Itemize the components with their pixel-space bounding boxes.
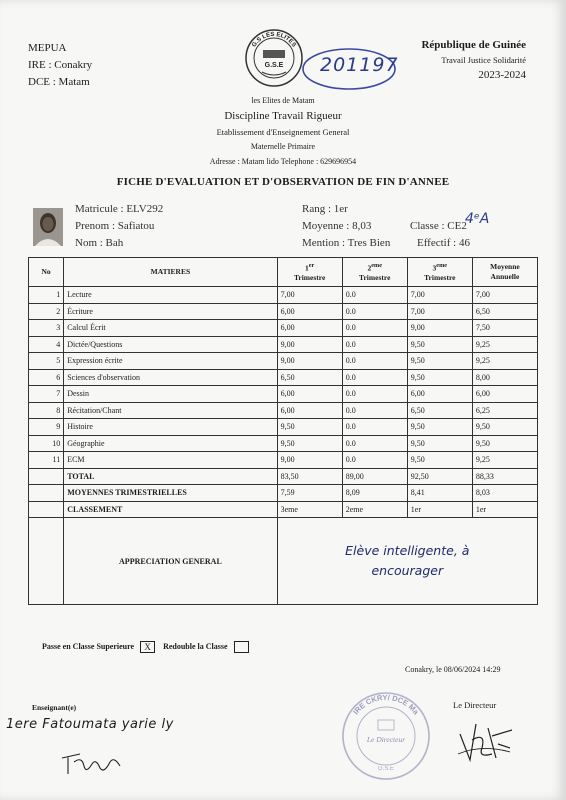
table-row: 1 Lecture 7,00 0.0 7,00 7,00 [29,287,538,304]
school-motto: Discipline Travail Rigueur [224,110,342,122]
redouble-label: Redouble la Classe [163,641,228,651]
appreciation-line-1: Elève intelligente, à [345,543,470,558]
passe-label: Passe en Classe Superieure [42,641,135,651]
dce: DCE : Matam [28,76,90,88]
republic-block [421,38,526,83]
effectif: Effectif : 46 [417,237,470,249]
total-row: TOTAL 83,50 89,00 92,50 88,33 [29,468,538,485]
col-header-matieres: MATIERES [64,258,277,287]
national-motto: Travail Justice Solidarité [441,55,526,65]
decision-line [42,641,255,653]
svg-text:IRE CKRY/ DCE Ma [351,693,421,717]
col-header-t3: 3eme Trimestre [407,258,472,287]
appreciation-label: APPRECIATION GENERAL [64,518,277,605]
table-row: 11 ECM 9,00 0.0 9,50 9,25 [29,452,538,469]
date-line: Conakry, le 08/06/2024 14:29 [405,665,501,674]
col-header-t2: 2eme Trimestre [342,258,407,287]
matricule: Matricule : ELV292 [75,203,164,215]
ire: IRE : Conakry [28,59,93,71]
logo-arc-text: G.S LES ELITES [251,31,297,49]
table-row: 9 Histoire 9,50 0.0 9,50 9,50 [29,419,538,436]
classe: Classe : CE2 [410,220,467,232]
table-header-row [29,258,538,287]
school-year: 2023-2024 [478,69,526,81]
table-row: 10 Géographie 9,50 0.0 9,50 9,50 [29,435,538,452]
prenom: Prenom : Safiatou [75,220,155,232]
table-row: 2 Écriture 6,00 0.0 7,00 6,50 [29,303,538,320]
table-row: 7 Dessin 6,00 0.0 6,00 6,00 [29,386,538,403]
mention: Mention : Tres Bien [302,237,391,249]
teacher-signature [60,748,130,778]
table-row: 3 Calcul Écrit 6,00 0.0 9,00 7,50 [29,320,538,337]
school-logo [244,28,304,88]
country: République de Guinée [421,39,526,51]
table-row: 8 Récitation/Chant 6,00 0.0 6,50 6,25 [29,402,538,419]
enseignant-name: 1ere Fatoumata yarie ly [6,717,174,732]
school-address: Adresse : Matam lido Telephone : 629696954 [209,157,357,166]
stamp-bottom-text: G.S.E [377,766,395,772]
table-row: 6 Sciences d'observation 6,50 0.0 9,50 8,00 [29,369,538,386]
handwritten-number: 201197 [320,54,399,76]
ministry-block [28,40,92,91]
nom: Nom : Bah [75,237,124,249]
school-level: Maternelle Primaire [250,142,316,151]
school-name: les Elites de Matam [251,96,315,105]
director-signature [452,714,516,766]
page-title: FICHE D'EVALUATION ET D'OBSERVATION DE FIN D'ANNEE [116,176,450,188]
school-type: Etablissement d'Enseignement General [216,127,350,137]
stamp-arc-text: IRE CKRY/ DCE Ma [351,692,421,717]
rang: Rang : 1er [302,203,348,215]
student-photo [33,208,63,246]
appreciation-line-2: encourager [371,563,444,578]
appreciation-row [29,518,538,605]
directeur-label: Le Directeur [453,700,497,710]
classe-handwritten: 4ᵉA [465,211,490,227]
col-header-annual: Moyenne Annuelle [472,258,537,287]
logo-initials: G.S.E [264,62,284,69]
ministry: MEPUA [28,42,67,54]
stamp-center-text: Le Directeur [366,735,406,744]
moyennes-row: MOYENNES TRIMESTRIELLES 7,59 8,09 8,41 8,03 [29,485,538,502]
official-stamp [340,690,432,782]
passe-checkbox[interactable]: X [140,641,155,653]
table-row: 5 Expression écrite 9,00 0.0 9,50 9,25 [29,353,538,370]
col-header-t1: 1er Trimestre [277,258,342,287]
redouble-checkbox[interactable] [234,641,249,653]
grades-table [28,257,538,605]
appreciation-value [277,518,537,605]
moyenne: Moyenne : 8,03 [302,220,372,232]
table-row: 4 Dictée/Questions 9,00 0.0 9,50 9,25 [29,336,538,353]
enseignant-label: Enseignant(e) [32,703,77,712]
col-header-no: No [29,258,64,287]
classement-row: CLASSEMENT 3eme 2eme 1er 1er [29,501,538,518]
